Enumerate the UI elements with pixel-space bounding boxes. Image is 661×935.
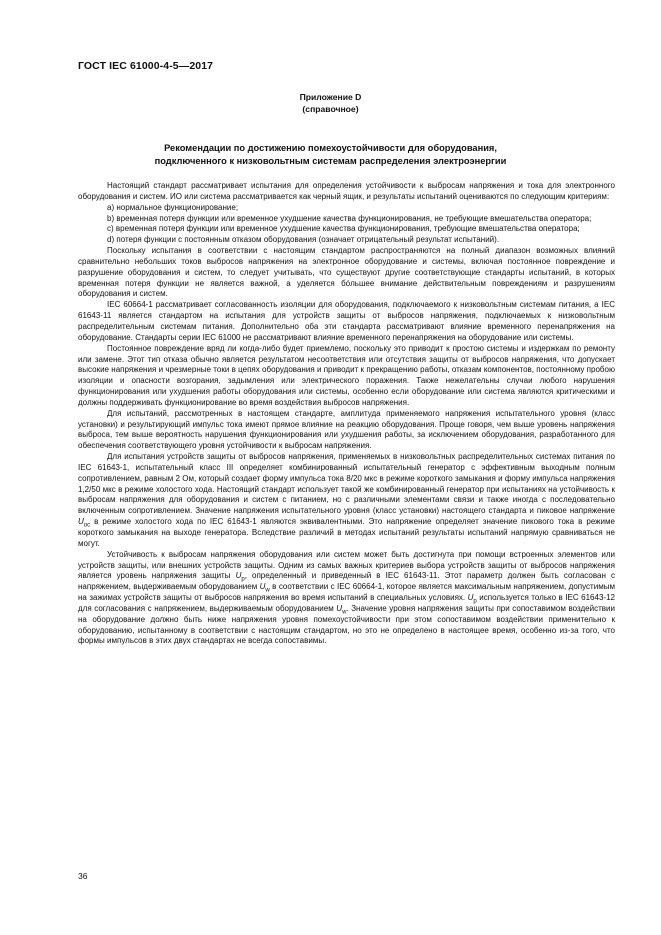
criterion-b: b) временная потеря функции или временное ухудшение качества функционирования, не требующие вмешательства оператора; [107,213,592,223]
text-run: Устойчивость к выбросам напряжения оборудования или систем может быть достигнута при помощи встроенных элементов или устройств защиты, или внешних устройств защиты. Одним из самых важных критериев выбора устройств защиты от выбросов напряжения является уровень напряжения защиты [78,549,615,581]
text-run: в соответствии с IEC 60664-1, которое является максимальным напряжением, допустимым на зажимах устройств защиты от выбросов напряжения во время испытаний в специальных условиях. [78,582,615,603]
criterion-d: d) потеря функции с постоянным отказом оборудования (означает отрицательный результат испытаний). [107,235,500,245]
paragraph-scope: Поскольку испытания в соответствии с настоящим стандартом распространяются на полный диапазон возможных влияний сравнительно небольших токов выбросов напряжения на электронное оборудование и системы, включая постоянное повреждение и разрушение оборудования и систем, то следует учитывать, что существуют другие соответствующие стандарты испытаний, в которых временная потеря функции не является важной, а уделяется бóльшее внимание действительным повреждениям и разрушениям оборудования и систем. [78,246,615,299]
subscript-p: p [473,598,477,605]
criterion-a: a) нормальное функционирование; [107,202,239,212]
paragraph-immunity [78,550,615,648]
section-title-line-1: Рекомендации по достижению помехоустойчивости для оборудования, [164,143,497,153]
paragraph-spd-testing [78,452,615,550]
text-run: , определенный и приведенный в IEC 61643-11. Этот параметр должен быть согласован с напряжением, выдерживаемым оборудованием [78,571,615,592]
body-text [78,181,615,647]
annex-heading [0,91,661,115]
subscript-oc: oc [83,522,91,529]
criterion-c: c) временная потеря функции или временное ухудшение качества функционирования, требующие вмешательства оператора; [107,224,580,234]
annex-title: Приложение D [299,92,362,102]
text-run: в режиме холостого хода по IEC 61643-1 являются эквивалентными. Это напряжение определяет значение пикового тока в режиме короткого замыкания на выходе генератора. Вследствие различий в методах испытаний результаты испытаний напрямую сравниваться не могут. [78,517,615,548]
symbol-u: U [78,517,84,527]
symbol-u: U [336,603,343,613]
standard-designation: ГОСТ IEC 61000-4-5—2017 [78,60,214,72]
symbol-u: U [467,593,474,603]
section-title-line-2: подключенного к низковольтным системам распределения электроэнергии [154,156,507,166]
annex-subtitle: (справочное) [302,104,359,114]
paragraph-test-level: Для испытаний, рассмотренных в настоящем стандарте, амплитуда применяемого напряжения испытательного уровня (класс установки) и результирующий импульс тока имеют прямое влияние на реакцию оборудования. Проще говоря, чем выше уровень напряжения выброса, тем выше вероятность нарушения функционирования или ухудшения работы, за исключением оборудования, разработанного для обеспечения соответствующего уровня устойчивости к выбросам напряжения. [78,408,615,451]
symbol-u: U [235,571,242,581]
subscript-w: w [265,587,270,594]
text-run: используется только в IEC 61643-12 для согласования с напряжением, выдерживаемым оборудованием [78,593,615,613]
text-run: Для испытания устройств защиты от выбросов напряжения, применяемых в низковольтных распределительных системах питания по IEC 61643-1, испытательный класс III определяет комбинированный испытательный генератор с эффективным выходным полным сопротивлением, равным 2 Ом, который создает форму импульса тока 8/20 мкс в режиме короткого замыкания и форму импульса напряжения 1,2/50 мкс в режиме холостого хода. Настоящий стандарт использует такой же комбинированный генератор при испытаниях на устойчивость к выбросам напряжения для оборудования и систем с питанием, но с различными элементами связи и также иногда с последовательно включенным сопротивлением. Значение напряжения испытательного уровня (класс установки) настоящего стандарта и пиковое напряжение [78,452,615,516]
subscript-w: w [342,609,347,616]
subscript-p: p [241,576,245,583]
text-run: . Значение уровня напряжения защиты при сопоставимом воздействии на оборудование должно быть ниже напряжения уровня помехоустойчивости при этом сопоставимом воздействии применительно к оборудованию, испытанному в соответствии с настоящим стандартом, но это не определено в настоящее время, особенно из-за того, что формы импульсов в этих двух стандартах не всегда сопоставимы. [78,603,615,646]
paragraph-permanent-damage: Постоянное повреждение вряд ли когда-либо будет приемлемо, поскольку это приводит к простою системы и издержкам по ремонту или замене. Этот тип отказа обычно является результатом несоответствия или отсутствия защиты от выбросов напряжения, что допускает высокие напряжения и чрезмерные токи в цепях оборудования и приводит к прекращению работы, отказам компонентов, постоянному пробою изоляции и опасности возгорания, задымления или электрического поражения. Также нежелательны случаи любого нарушения функционирования или ухудшения работы оборудования или системы, особенно если оборудование или система являются критическими и должны поддерживать функционирование во время воздействия выбросов напряжения. [78,343,615,407]
paragraph-iec-60664: IEC 60664-1 рассматривает согласованность изоляции для оборудования, подключаемого к низковольтным системам питания, а IEC 61643-11 является стандартом на испытания для устройств защиты от выбросов напряжения, подключаемых к низковольтным распределительным системам питания. Дополнительно оба эти стандарта рассматривают влияние временного перенапряжения на оборудование. Стандарты серии IEC 61000 не рассматривают влияние временного перенапряжения на оборудование или системы. [78,300,615,342]
paragraph-intro: Настоящий стандарт рассматривает испытания для определения устойчивости к выбросам напряжения и тока для электронного оборудования и систем. ИО или система рассматривается как черный ящик, и результаты испытаний оцениваются по следующим критериям: [78,181,615,201]
symbol-u: U [259,582,266,592]
page-number: 36 [78,871,88,881]
section-title [0,142,661,168]
